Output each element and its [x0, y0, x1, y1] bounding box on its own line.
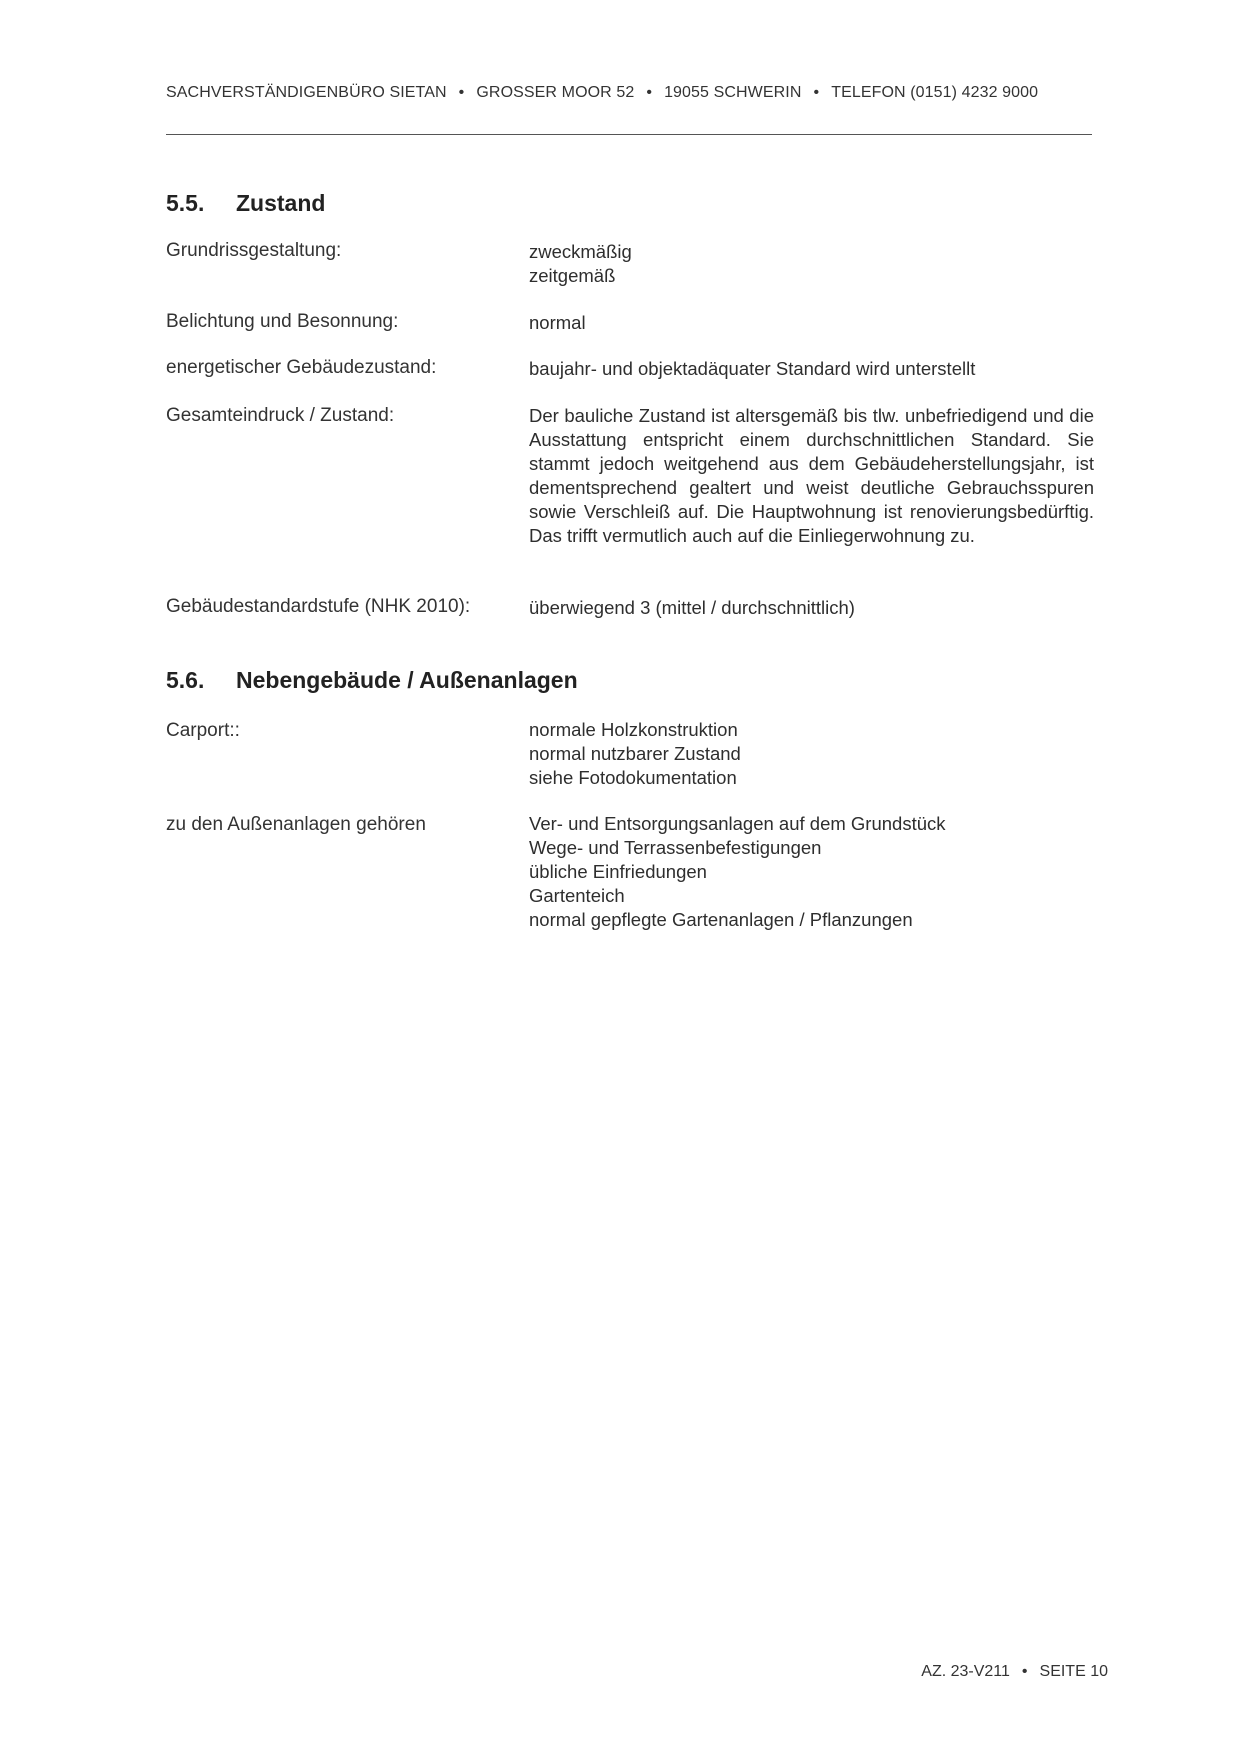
section-heading-nebengebaeude — [166, 667, 578, 694]
header-divider — [166, 134, 1092, 135]
office-street: GROSSER MOOR 52 — [476, 84, 635, 101]
value-line: baujahr- und objektadäquater Standard wird unterstellt — [529, 358, 976, 379]
field-label-energetisch: energetischer Gebäudezustand: — [166, 357, 437, 378]
value-line: Ver- und Entsorgungsanlagen auf dem Grundstück — [529, 813, 946, 834]
field-label-gebaeudestandard: Gebäudestandardstufe (NHK 2010): — [166, 596, 471, 617]
field-value-grundriss — [529, 240, 632, 288]
value-line: überwiegend 3 (mittel / durchschnittlich) — [529, 597, 855, 618]
field-label-carport: Carport:: — [166, 720, 240, 741]
field-value-energetisch — [529, 357, 975, 381]
page-number: SEITE 10 — [1039, 1663, 1108, 1680]
field-label-grundriss: Grundrissgestaltung: — [166, 240, 342, 261]
letterhead — [166, 84, 1096, 102]
value-line: normale Holzkonstruktion — [529, 719, 738, 740]
office-phone: TELEFON (0151) 4232 9000 — [831, 84, 1039, 101]
field-label-aussenanlagen: zu den Außenanlagen gehören — [166, 814, 426, 835]
section-number: 5.6. — [166, 667, 205, 693]
value-line: Wege- und Terrassenbefestigungen — [529, 837, 822, 858]
field-value-gesamteindruck: Der bauliche Zustand ist altersgemäß bis tlw. unbefriedigend und die Ausstattung entspricht einem durchschnittlichen Standard. Sie stammt jedoch weitgehend aus dem Gebäudeherstellungsjahr, ist dementsprechend gealtert und weist deutliche Gebrauchsspuren sowie Verschleiß auf. Die Hauptwohnung ist renovierungsbedürftig. Das trifft vermutlich auch auf die Einliegerwohnung zu. — [529, 405, 1094, 546]
page-footer — [921, 1663, 1108, 1681]
section-title: Nebengebäude / Außenanlagen — [236, 667, 578, 693]
field-value-carport — [529, 718, 741, 790]
value-line: normal — [529, 312, 586, 333]
value-line: Gartenteich — [529, 885, 625, 906]
section-title: Zustand — [236, 190, 326, 216]
bullet-separator: • — [1021, 1663, 1028, 1680]
value-line: normal nutzbarer Zustand — [529, 743, 741, 764]
field-value-gebaeudestandard — [529, 596, 855, 620]
section-heading-zustand — [166, 190, 325, 217]
value-line: zweckmäßig — [529, 241, 632, 262]
office-name: SACHVERSTÄNDIGENBÜRO SIETAN — [166, 84, 447, 101]
bullet-separator: • — [458, 84, 465, 101]
value-line: zeitgemäß — [529, 265, 616, 286]
section-number: 5.5. — [166, 190, 205, 216]
file-reference: AZ. 23-V211 — [921, 1663, 1010, 1680]
value-line: siehe Fotodokumentation — [529, 767, 737, 788]
value-line: normal gepflegte Gartenanlagen / Pflanzungen — [529, 909, 913, 930]
value-line: übliche Einfriedungen — [529, 861, 707, 882]
bullet-separator: • — [646, 84, 653, 101]
field-value-belichtung — [529, 311, 586, 335]
field-value-aussenanlagen — [529, 812, 946, 932]
field-label-gesamteindruck: Gesamteindruck / Zustand: — [166, 405, 395, 426]
office-city: 19055 SCHWERIN — [664, 84, 802, 101]
field-label-belichtung: Belichtung und Besonnung: — [166, 311, 399, 332]
bullet-separator: • — [813, 84, 820, 101]
